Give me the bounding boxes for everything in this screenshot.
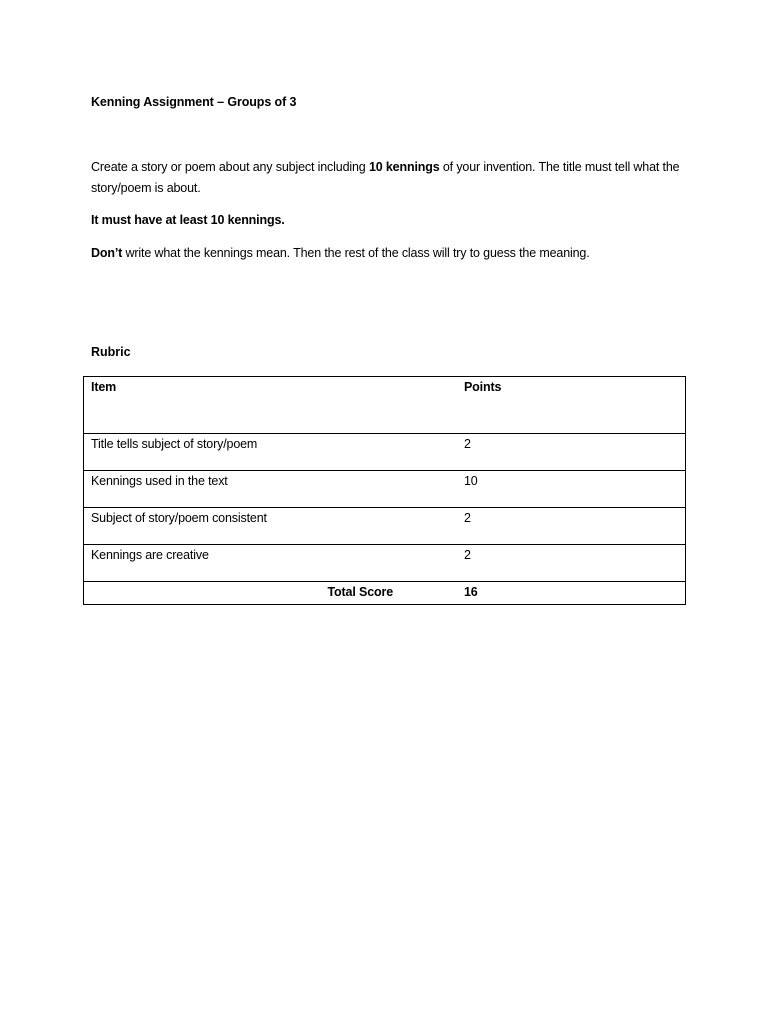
total-score-label: Total Score bbox=[84, 582, 458, 605]
rubric-points-cell: 2 bbox=[457, 545, 686, 582]
rubric-item-cell: Subject of story/poem consistent bbox=[84, 508, 458, 545]
instruction-text: write what the kennings mean. Then the rest of the class will try to guess the meaning. bbox=[122, 246, 590, 260]
rubric-item-cell: Kennings are creative bbox=[84, 545, 458, 582]
rubric-points-cell: 2 bbox=[457, 434, 686, 471]
instruction-paragraph-3 bbox=[91, 243, 681, 264]
table-row bbox=[84, 434, 686, 471]
instruction-text: of your invention. The title must tell what the story/poem is about. bbox=[91, 160, 680, 195]
total-score-value: 16 bbox=[457, 582, 686, 605]
rubric-points-cell: 2 bbox=[457, 508, 686, 545]
rubric-table bbox=[83, 376, 686, 605]
document-title: Kenning Assignment – Groups of 3 bbox=[91, 95, 297, 109]
table-row bbox=[84, 508, 686, 545]
total-row bbox=[84, 582, 686, 605]
instruction-paragraph-1 bbox=[91, 157, 681, 199]
table-row bbox=[84, 471, 686, 508]
rubric-item-cell: Title tells subject of story/poem bbox=[84, 434, 458, 471]
instruction-emphasis: 10 kennings bbox=[368, 160, 440, 174]
column-header-item: Item bbox=[84, 377, 458, 434]
column-header-points: Points bbox=[457, 377, 686, 434]
rubric-points-cell: 10 bbox=[457, 471, 686, 508]
table-header-row bbox=[84, 377, 686, 434]
rubric-item-cell: Kennings used in the text bbox=[84, 471, 458, 508]
table-row bbox=[84, 545, 686, 582]
instruction-text: Create a story or poem about any subject including bbox=[91, 160, 369, 174]
instruction-emphasis: Don’t bbox=[91, 246, 123, 260]
instruction-paragraph-2: It must have at least 10 kennings. bbox=[91, 213, 285, 227]
rubric-heading: Rubric bbox=[91, 345, 131, 359]
